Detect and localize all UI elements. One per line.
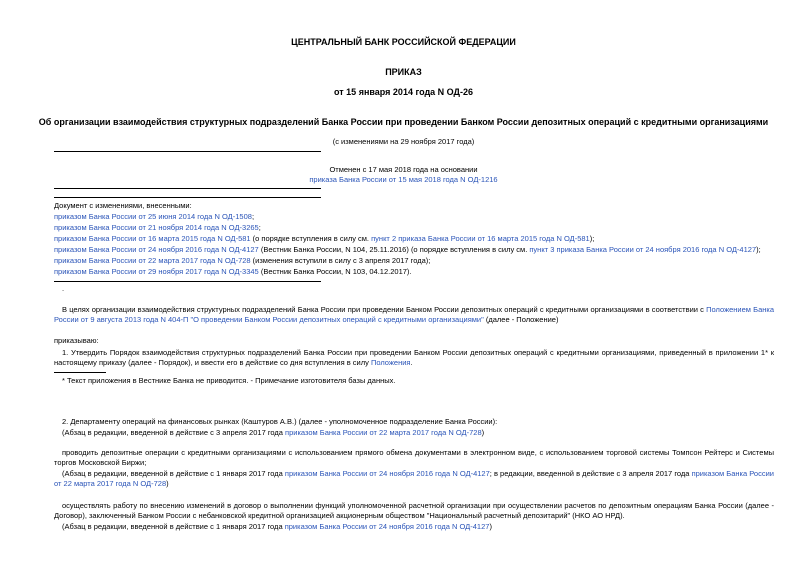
order-link[interactable]: приказом Банка России от 22 марта 2017 года N ОД-728 — [285, 428, 482, 437]
footnote-divider — [54, 372, 106, 373]
change-link[interactable]: пункт 3 приказа Банка России от 24 ноября 2016 года N ОД-4127 — [529, 245, 757, 254]
revision-note: (с изменениями на 29 ноября 2017 года) — [332, 137, 475, 146]
change-item: приказом Банка России от 16 марта 2015 года N ОД-581 (о порядке вступления в силу см. пункт 2 приказа Банка России от 16 марта 2015 года N ОД-581); — [54, 234, 595, 243]
divider — [54, 281, 321, 282]
order-word: приказываю: — [54, 336, 99, 345]
organization-name: ЦЕНТРАЛЬНЫЙ БАНК РОССИЙСКОЙ ФЕДЕРАЦИИ — [291, 37, 516, 47]
footnote: * Текст приложения в Вестнике Банка не приводится. - Примечание изготовителя базы данных. — [62, 376, 396, 385]
edit-note: (Абзац в редакции, введенной в действие с 1 января 2017 года приказом Банка России от 24 ноября 2016 года N ОД-4127; в редакции, введенной в действие с 3 апреля 2017 года приказом Банка России от 22 марта 2017 года N ОД-728) — [54, 469, 774, 488]
document-type: ПРИКАЗ — [385, 67, 422, 77]
contract-paragraph: осуществлять работу по внесению изменений в договор о выполнении функций уполномоченной расчетной организации при осуществлении расчетов по депозитным операциям Банка России (далее - Договор), заключенный Банком России с небанковской кредитной организацией акционерным обществом "Национальный расчетный депозитарий" (НКО АО НРД). — [54, 501, 774, 520]
document-date: от 15 января 2014 года N ОД-26 — [334, 87, 473, 97]
deposit-paragraph: проводить депозитные операции с кредитными организациями с использованием прямого обмена документами в электронном виде, с использованием торговой системы Томпсон Рейтерс и Системы торгов Московской Биржи; — [54, 448, 774, 467]
change-link[interactable]: приказом Банка России от 24 ноября 2016 года N ОД-4127 — [54, 245, 259, 254]
change-item: приказом Банка России от 25 июня 2014 года N ОД-1508; — [54, 212, 255, 221]
change-item: приказом Банка России от 21 ноября 2014 года N ОД-3265; — [54, 223, 261, 232]
item-1-paragraph: 1. Утвердить Порядок взаимодействия структурных подразделений Банка России при проведении Банком России депозитных операций с кредитными организациями, приведенный в приложении 1* к настоящему приказу (далее - Порядок), и ввести его в действие со дня вступления в силу Положения. — [54, 348, 774, 367]
intro-paragraph: В целях организации взаимодействия структурных подразделений Банка России при проведении Банком России депозитных операций с кредитными организациями в соответствии с Положением Банка России от 9 августа 2013 года N 404-П "О проведении Банком России депозитных операций с кредитными организациями" (далее - Положение) — [54, 305, 775, 324]
change-link[interactable]: приказом Банка России от 16 марта 2015 года N ОД-581 — [54, 234, 251, 243]
document-title: Об организации взаимодействия структурных подразделений Банка России при проведении Банком России депозитных операций с кредитными организациями — [38, 117, 769, 127]
item-2-paragraph: 2. Департаменту операций на финансовых рынках (Каштуров А.В.) (далее - уполномоченное подразделение Банка России): — [62, 417, 498, 426]
change-link[interactable]: приказом Банка России от 22 марта 2017 года N ОД-728 — [54, 256, 251, 265]
change-link[interactable]: приказом Банка России от 21 ноября 2014 года N ОД-3265 — [54, 223, 259, 232]
order-link[interactable]: приказом Банка России от 24 ноября 2016 года N ОД-4127 — [284, 522, 490, 531]
change-item: приказом Банка России от 22 марта 2017 года N ОД-728 (изменения вступили в силу с 3 апреля 2017 года); — [54, 256, 431, 265]
order-link[interactable]: приказом Банка России от 22 марта 2017 года N ОД-728 — [54, 469, 774, 488]
change-link[interactable]: приказом Банка России от 29 ноября 2017 года N ОД-3345 — [54, 267, 259, 276]
edit-note: (Абзац в редакции, введенной в действие с 3 апреля 2017 года приказом Банка России от 22 марта 2017 года N ОД-728) — [62, 428, 485, 437]
regulation-link[interactable]: Положения — [370, 357, 411, 367]
divider — [54, 151, 321, 152]
regulation-link[interactable]: Положением Банка России от 9 августа 2013 года N 404-П "О проведении Банком России депозитных операций с кредитными организациями" — [54, 305, 775, 324]
edit-note: (Абзац в редакции, введенной в действие с 1 января 2017 года приказом Банка России от 24 ноября 2016 года N ОД-4127) — [62, 522, 492, 531]
divider — [54, 188, 321, 189]
changes-heading: Документ с изменениями, внесенными: — [54, 201, 192, 210]
separator-dot: . — [62, 284, 65, 293]
cancel-order-link[interactable]: приказа Банка России от 15 мая 2018 года N ОД-1216 — [309, 175, 498, 184]
change-link[interactable]: пункт 2 приказа Банка России от 16 марта 2015 года N ОД-581 — [371, 234, 590, 243]
order-link[interactable]: приказом Банка России от 24 ноября 2016 года N ОД-4127 — [284, 469, 490, 478]
divider — [54, 197, 321, 198]
change-item: приказом Банка России от 29 ноября 2017 года N ОД-3345 (Вестник Банка России, N 103, 04.12.2017). — [54, 267, 412, 276]
change-item: приказом Банка России от 24 ноября 2016 года N ОД-4127 (Вестник Банка России, N 104, 25.11.2016) (о порядке вступления в силу см. пункт 3 приказа Банка России от 24 ноября 2016 года N ОД-4127); — [54, 245, 761, 254]
cancel-notice: Отменен с 17 мая 2018 года на основании — [329, 165, 478, 174]
change-link[interactable]: приказом Банка России от 25 июня 2014 года N ОД-1508 — [54, 212, 252, 221]
